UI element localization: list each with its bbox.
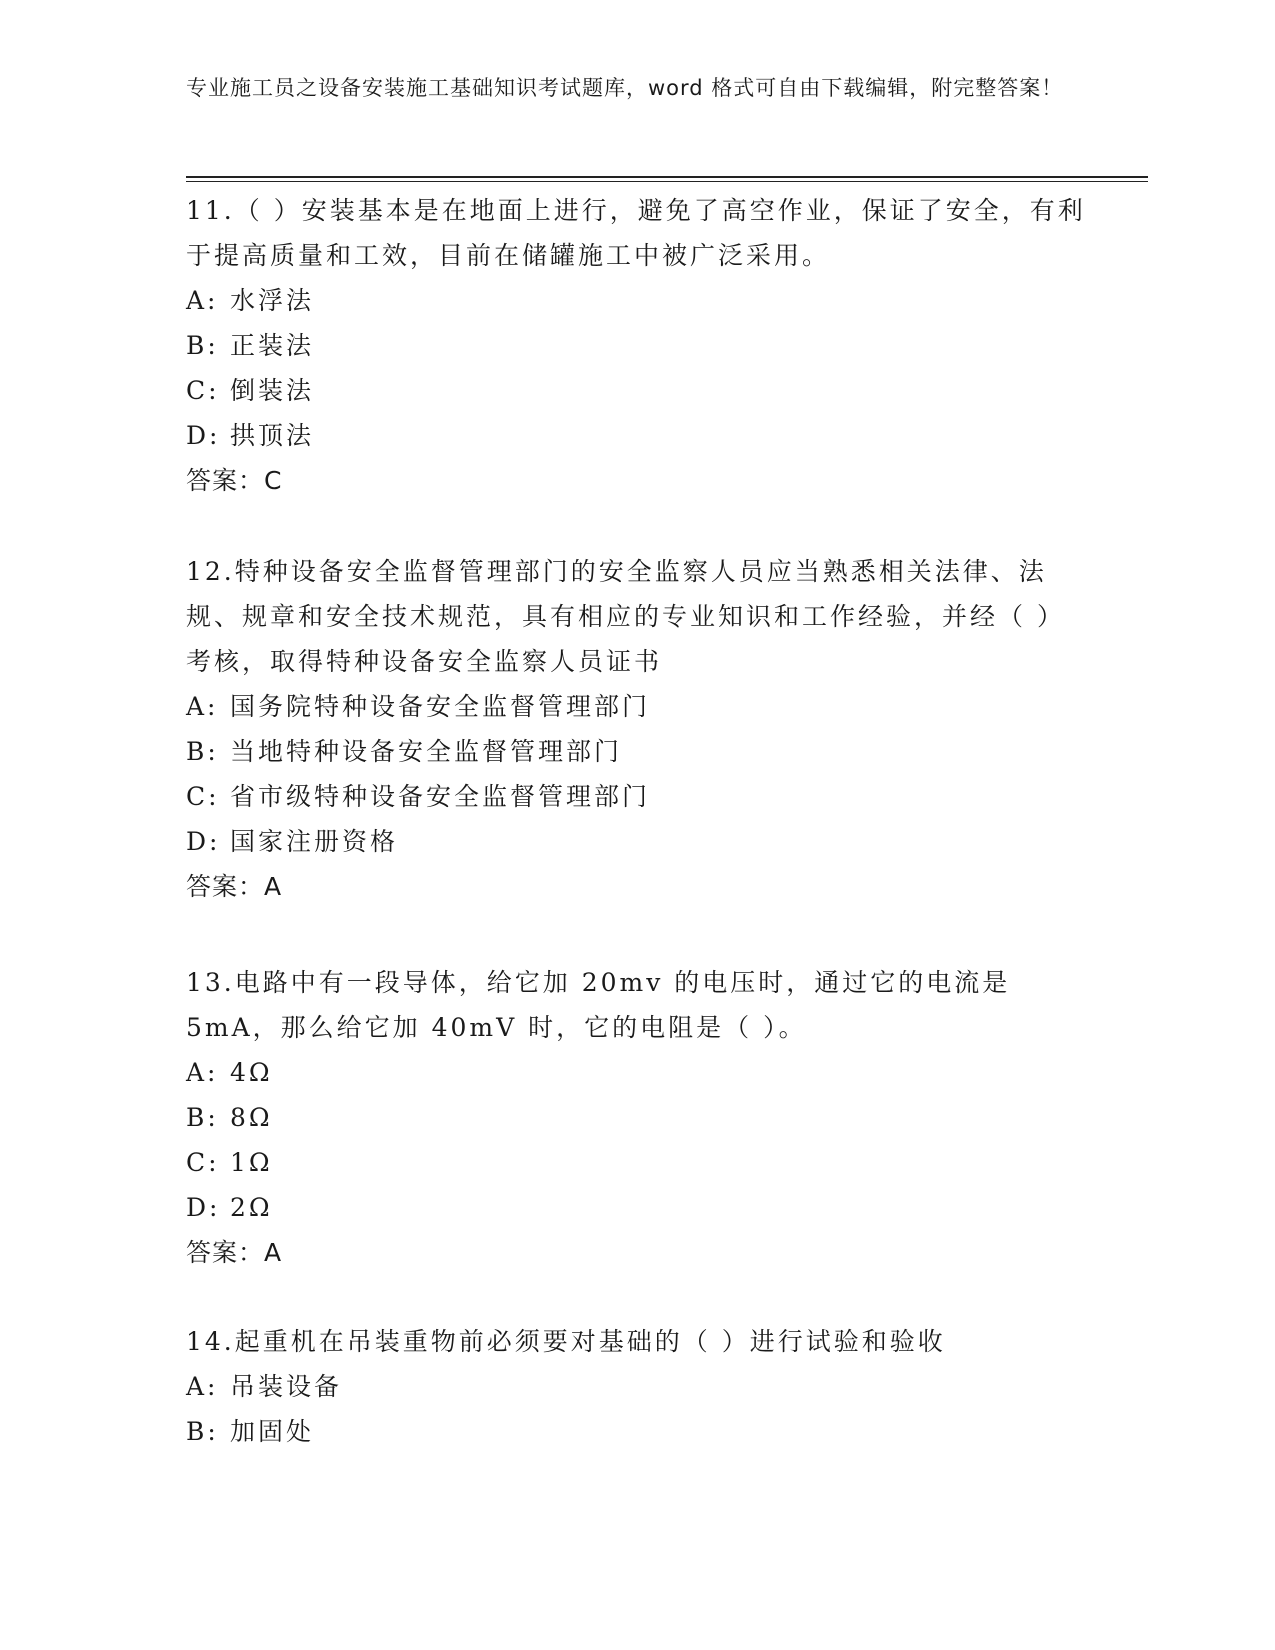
option-text: 水浮法 [230,286,315,315]
option-key: B: [186,331,219,360]
option-text: 国务院特种设备安全监督管理部门 [230,692,651,721]
option-text: 4Ω [230,1058,273,1087]
answer-line: 答案：A [186,1238,283,1267]
option-a [186,1050,1086,1095]
option-key: B: [186,737,219,766]
option-text: 正装法 [230,331,315,360]
option-text: 省市级特种设备安全监督管理部门 [230,782,651,811]
option-a [186,1364,1086,1409]
question-stem: 11.（ ）安装基本是在地面上进行，避免了高空作业，保证了安全，有利于提高质量和工效，目前在储罐施工中被广泛采用。 [186,196,1086,270]
question-11 [186,188,1086,503]
option-text: 国家注册资格 [230,827,399,856]
option-key: B: [186,1417,219,1446]
answer-line: 答案：A [186,872,283,901]
option-text: 当地特种设备安全监督管理部门 [230,737,623,766]
answer-line: 答案：C [186,466,283,495]
option-text: 2Ω [230,1193,273,1222]
option-key: A: [186,286,219,315]
question-stem: 14.起重机在吊装重物前必须要对基础的（ ）进行试验和验收 [186,1327,946,1356]
option-key: A: [186,692,219,721]
option-key: C: [186,782,220,811]
question-14 [186,1319,1086,1454]
option-b [186,323,1086,368]
option-a [186,278,1086,323]
option-text: 8Ω [230,1103,273,1132]
question-13 [186,960,1086,1275]
option-text: 拱顶法 [230,421,315,450]
option-b [186,1409,1086,1454]
question-stem: 12.特种设备安全监督管理部门的安全监察人员应当熟悉相关法律、法规、规章和安全技术规范，具有相应的专业知识和工作经验，并经（ ）考核，取得特种设备安全监察人员证书 [186,557,1065,676]
header-divider [186,176,1148,182]
option-key: B: [186,1103,219,1132]
option-key: D: [186,421,221,450]
option-c [186,1140,1086,1185]
header-text: 专业施工员之设备安装施工基础知识考试题库，word 格式可自由下载编辑，附完整答案！ [186,76,1064,100]
option-d [186,819,1086,864]
document-header [186,72,1066,104]
option-key: D: [186,1193,221,1222]
option-key: A: [186,1058,219,1087]
question-stem: 13.电路中有一段导体，给它加 20mv 的电压时，通过它的电流是 5mA，那么给它加 40mV 时，它的电阻是（ ）。 [186,968,1011,1042]
question-12 [186,549,1086,909]
option-d [186,413,1086,458]
option-text: 吊装设备 [230,1372,343,1401]
option-b [186,1095,1086,1140]
option-key: C: [186,376,220,405]
option-a [186,684,1086,729]
option-text: 1Ω [230,1148,273,1177]
option-key: A: [186,1372,219,1401]
option-d [186,1185,1086,1230]
option-key: D: [186,827,221,856]
option-b [186,729,1086,774]
option-c [186,774,1086,819]
option-c [186,368,1086,413]
option-key: C: [186,1148,220,1177]
option-text: 加固处 [230,1417,315,1446]
option-text: 倒装法 [230,376,315,405]
